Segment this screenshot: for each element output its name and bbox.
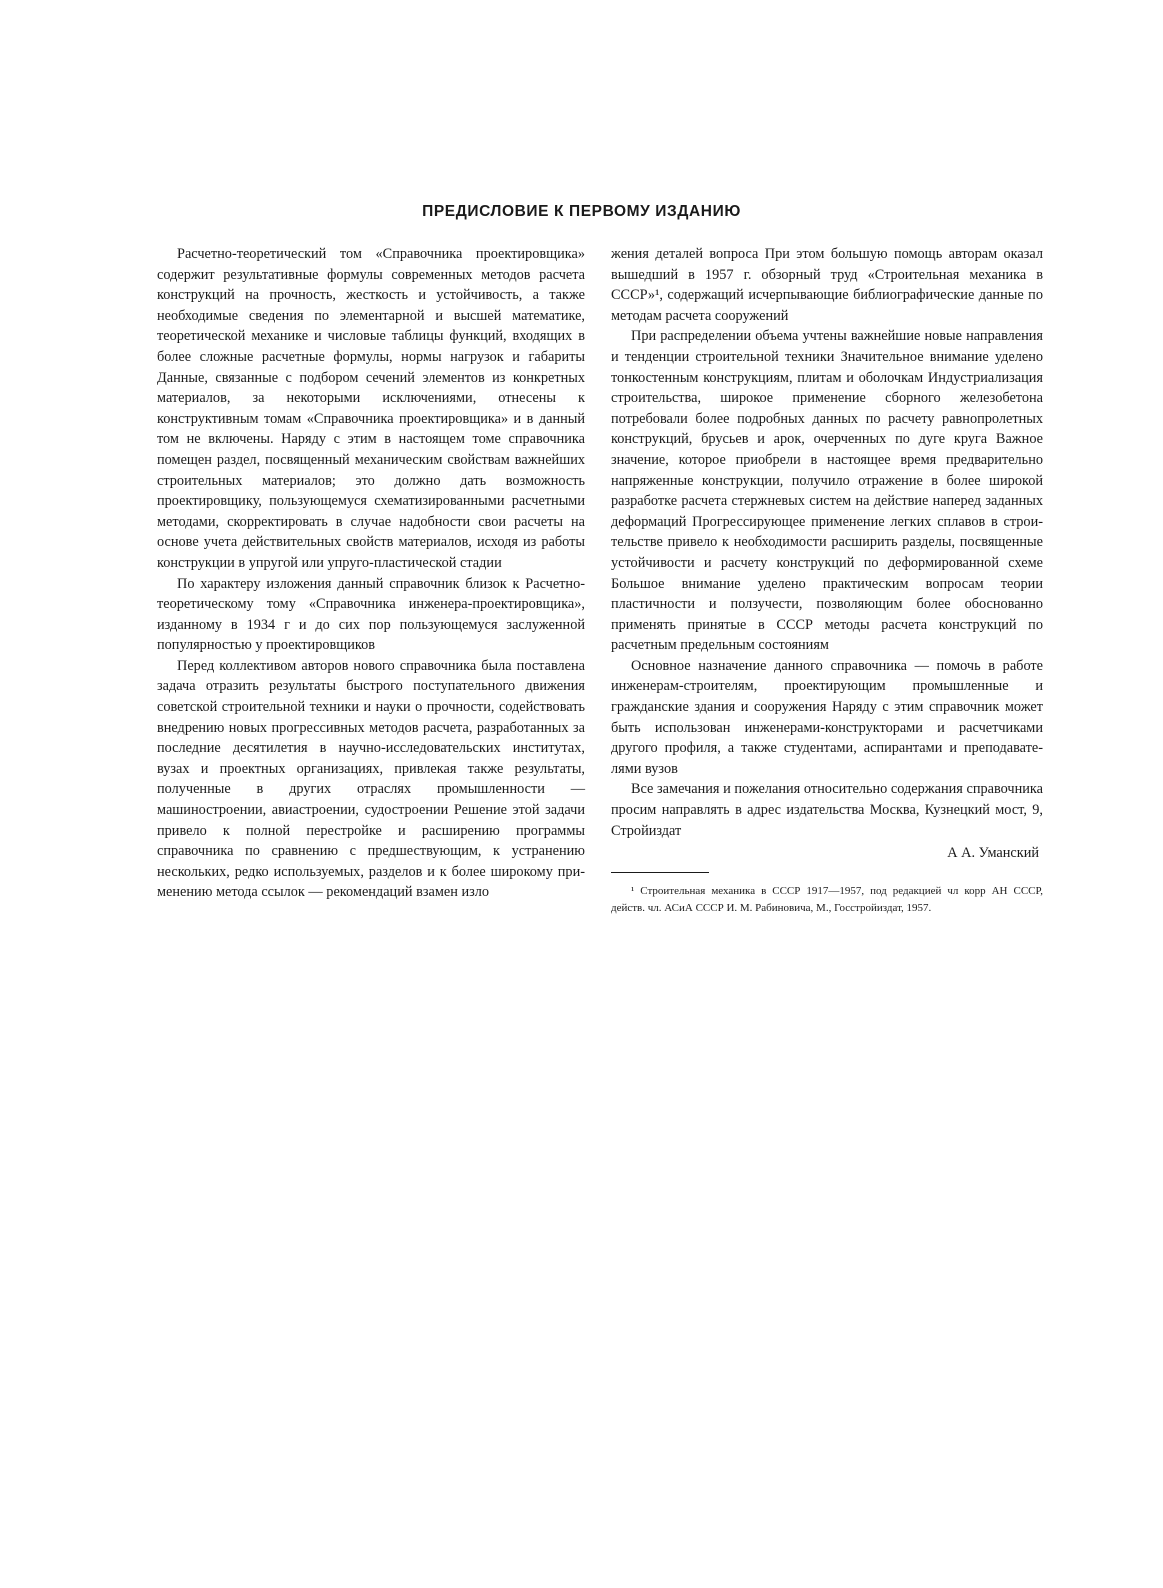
right-column — [611, 244, 1043, 918]
paragraph: При распределении объема учтены важнейшие новые направления и тенденции строительной техники Значительное внимание уделено тонкостенным конструкциям, плитам и оболочкам Индустриализация строительства, широкое применение сборного железобетона потребовали более подробных данных по расчету равнопролетных конструкций, брусьев и арок, очерченных по дуге круга Важное значение, которое приобрели в настоящее время предварительно напряженные конструкции, получило отражение в более широкой разработке расчета стержневых систем на действие наперед заданных деформаций Прогрессирующее применение легких сплавов в строительстве привело к необходимости расширить разделы, посвященные устойчивости и расчету конструкций по деформированной схеме Большое внимание уделено практическим вопросам теории пластичности и ползучести, позволяющим более обоснованно применять принятые в СССР методы расчета конструкций по расчетным предельным состояниям — [611, 328, 1043, 654]
paragraph: Все замечания и пожелания относительно содержания справочника просим направлять в адрес издательства Москва, Кузнецкий мост, 9, Стройиздат — [611, 781, 1043, 839]
paragraph: Расчетно-теоретический том «Справочника проектировщика» содержит результативные формулы современных методов расчета конструкций на прочность, жесткость и устойчивость, а также необходимые сведения по элементарной и высшей математике, теоретической механике и числовые таблицы функций, входящих в более сложные расчетные формулы, нормы нагрузок и габариты Данные, связанные с подбором сечений элементов из конкретных материалов, за некоторыми исключениями, отнесены к конструктивным томам «Справочника проектировщика» и в данный том не включены. Наряду с этим в настоящем томе справочника помещен раздел, посвященный механическим свойствам важнейших строительных материалов; это должно дать возможность проектировщику, пользующемуся схематизированными расчетными методами, скорректировать в случае надобности свои расчеты на основе учета действительных свойств материалов, исходя из работы конструкции в упругой или упруго-пластической стадии — [157, 246, 585, 571]
left-column — [157, 244, 585, 903]
paragraph: По характеру изложения данный справочник близок к Расчетно-теоретическому тому «Справочника инженера-проектировщика», изданному в 1934 г и до сих пор пользующемуся заслуженной популярностью у проектировщиков — [157, 575, 585, 654]
footnote-divider — [611, 872, 709, 873]
paragraph: Перед коллективом авторов нового справочника была поставлена задача отразить результаты быстрого поступательного движения советской строительной техники и науки о прочности, содействовать внедрению новых прогрессивных методов расчета, разработанных за последние десятилетия в научно-исследовательских институтах, вузах и проектных организациях, привлекая также результаты, полученные в других отраслях промышленности — машиностроении, авиастроении, судостроении Решение этой задачи привело к полной перестройке и расширению программы справочника по сравнению с предшествующим, к устранению нескольких, редко используемых, разделов и к более широкому применению метода ссылок — рекомендаций взамен изло — [157, 657, 585, 901]
paragraph-continued: жения деталей вопроса При этом большую помощь авторам оказал вышедший в 1957 г. обзорный труд «Строительная механика в СССР»¹, содержащий исчерпывающие библиографические данные по методам расчета сооружений — [611, 246, 1043, 324]
footnote: ¹ Строительная механика в СССР 1917—1957, под редакцией чл корр АН СССР, действ. чл. АСиА СССР И. М. Рабиновича, М., Госстройиздат, 1957. — [611, 884, 1043, 915]
author-signature: А А. Уманский — [947, 845, 1039, 862]
paragraph: Основное назначение данного справочника — помочь в работе инженерам-строителям, проектирующим промышленные и гражданские здания и сооружения Наряду с этим справочник может быть использован инженерами-конструкторами и расчетчиками другого профиля, а также студентами, аспирантами и преподавателями вузов — [611, 657, 1043, 777]
page-title: ПРЕДИСЛОВИЕ К ПЕРВОМУ ИЗДАНИЮ — [422, 203, 741, 220]
